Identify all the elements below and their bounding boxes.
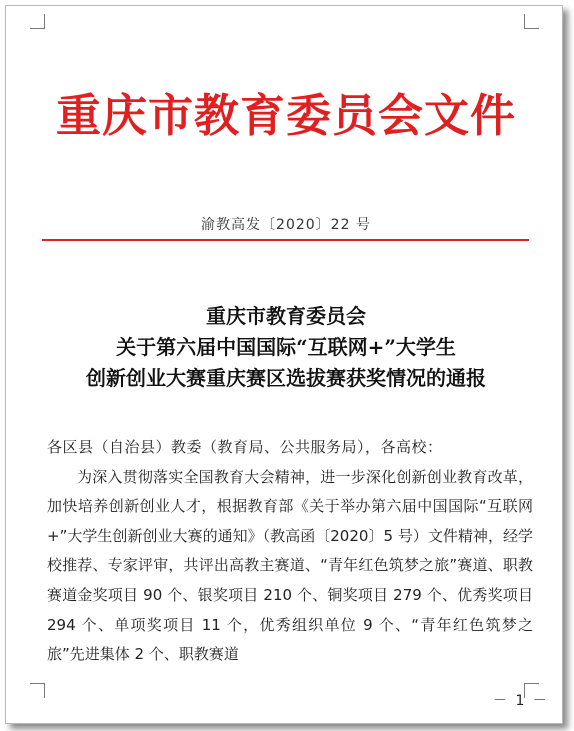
body-paragraph: 为深入贯彻落实全国教育大会精神，进一步深化创新创业教育改革，加快培养创新创业人才，根据教育部《关于举办第六届中国国际“互联网+”大学生创新创业大赛的通知》（教高函〔2020〕5 号）文件精神，经学校推荐、专家评审，共评出高教主赛道、“青年红色筑梦之旅”赛道、职教赛道金奖项目 90 个、银奖项目 210 个、铜奖项目 279 个、优秀奖项目 294 个、单项奖项目 11 个，优秀组织单位 9 个、“青年红色筑梦之旅”先进集体 2 个、职教赛道	[47, 467, 533, 664]
title-line-2: 关于第六届中国国际“互联网+”大学生	[116, 335, 456, 359]
document-page	[5, 5, 563, 724]
page-number: － 1 －	[493, 693, 549, 709]
title-line-3: 创新创业大赛重庆赛区选拔赛获奖情况的通报	[86, 366, 486, 390]
salutation: 各区县（自治县）教委（教育局、公共服务局），各高校：	[47, 438, 443, 456]
red-masthead: 重庆市教育委员会文件	[55, 89, 516, 142]
red-separator-line	[42, 239, 529, 241]
crop-mark-top-right	[524, 14, 539, 29]
crop-mark-top-left	[30, 14, 45, 29]
document-body	[47, 433, 533, 670]
title-line-1: 重庆市教育委员会	[206, 304, 366, 328]
document-number: 渝教高发〔2020〕22 号	[201, 217, 371, 233]
crop-mark-bottom-left	[30, 683, 45, 698]
document-title	[26, 301, 546, 394]
